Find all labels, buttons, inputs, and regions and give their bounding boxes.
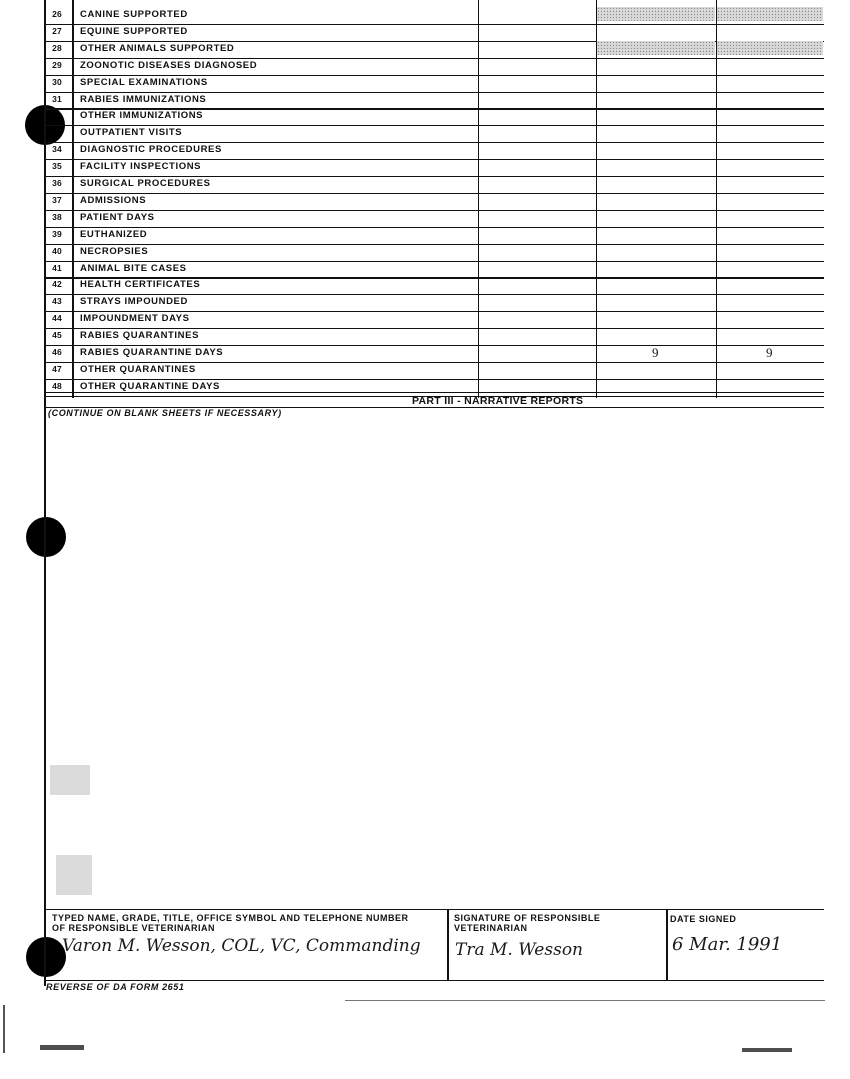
value-cell[interactable] (718, 109, 822, 125)
value-cell[interactable] (598, 228, 714, 244)
value-cell[interactable] (718, 346, 822, 362)
continue-note: (CONTINUE ON BLANK SHEETS IF NECESSARY) (48, 408, 282, 418)
table-column-line (596, 0, 597, 398)
value-cell[interactable] (480, 278, 594, 294)
value-cell[interactable] (598, 194, 714, 210)
row-label: HEALTH CERTIFICATES (80, 279, 201, 291)
value-cell[interactable] (718, 228, 822, 244)
row-number: 27 (52, 25, 62, 36)
left-edge-mark (3, 1005, 5, 1053)
row-label: CANINE SUPPORTED (80, 9, 188, 20)
row-label: EUTHANIZED (80, 228, 148, 240)
punch-hole-bottom (26, 937, 66, 977)
date-box-label: DATE SIGNED (670, 914, 737, 924)
row-label: OTHER QUARANTINES (80, 363, 196, 375)
date-value[interactable]: 6 Mar. 1991 (672, 934, 783, 955)
value-cell[interactable] (480, 194, 594, 210)
value-cell[interactable] (718, 363, 822, 379)
row-label: PATIENT DAYS (80, 211, 155, 223)
value-cell[interactable] (718, 93, 822, 109)
value-cell[interactable] (598, 76, 714, 92)
value-cell[interactable] (718, 245, 822, 261)
row-number: 30 (52, 76, 62, 87)
table-column-line (716, 0, 717, 398)
value-cell[interactable] (718, 177, 822, 193)
table-column-line (478, 0, 479, 398)
row-number: 35 (52, 161, 62, 172)
row-number: 39 (52, 228, 62, 239)
value-cell[interactable] (480, 211, 594, 227)
row-number: 26 (52, 9, 62, 19)
row-label: ANIMAL BITE CASES (80, 262, 187, 274)
value-cell[interactable] (598, 93, 714, 109)
signature-block-divider-2 (666, 909, 668, 980)
row-label: OTHER QUARANTINE DAYS (80, 380, 220, 392)
value-cell[interactable] (718, 8, 822, 24)
value-cell[interactable] (598, 295, 714, 311)
row-label: RABIES QUARANTINES (80, 330, 200, 342)
value-cell[interactable] (598, 59, 714, 75)
value-cell[interactable] (480, 295, 594, 311)
row-number: 47 (52, 363, 62, 374)
value-cell[interactable] (598, 262, 714, 278)
row-label: RABIES IMMUNIZATIONS (80, 93, 207, 105)
value-cell[interactable] (480, 160, 594, 176)
value-cell[interactable] (480, 93, 594, 109)
row-number: 34 (52, 144, 62, 155)
row-label: EQUINE SUPPORTED (80, 25, 188, 37)
value-cell[interactable] (480, 126, 594, 142)
page-bottom-rule (345, 1000, 825, 1001)
row-number: 29 (52, 59, 62, 70)
scan-noise (40, 1045, 84, 1050)
value-cell[interactable] (718, 126, 822, 142)
value-cell[interactable] (718, 312, 822, 328)
value-cell[interactable] (718, 262, 822, 278)
value-cell[interactable] (598, 312, 714, 328)
row-label: IMPOUNDMENT DAYS (80, 313, 190, 325)
value-cell[interactable] (598, 126, 714, 142)
value-cell[interactable] (598, 329, 714, 345)
value-cell[interactable] (480, 8, 594, 24)
row-label: OUTPATIENT VISITS (80, 127, 183, 139)
form-footer: REVERSE OF DA FORM 2651 (46, 982, 185, 992)
value-cell[interactable] (598, 346, 714, 362)
value-cell[interactable] (480, 346, 594, 362)
value-cell[interactable] (718, 160, 822, 176)
value-cell[interactable] (718, 278, 822, 294)
row-number: 41 (52, 262, 62, 273)
value-cell[interactable] (598, 278, 714, 294)
value-cell[interactable] (480, 76, 594, 92)
signature-box-label: SIGNATURE OF RESPONSIBLE VETERINARIAN (454, 913, 601, 933)
value-cell[interactable] (718, 25, 822, 41)
row-label: SURGICAL PROCEDURES (80, 178, 211, 189)
value-cell[interactable] (718, 194, 822, 210)
value-cell[interactable] (480, 59, 594, 75)
value-cell[interactable] (718, 295, 822, 311)
value-cell[interactable] (598, 245, 714, 261)
value-cell[interactable] (480, 245, 594, 261)
value-cell[interactable] (598, 177, 714, 193)
value-cell[interactable] (718, 380, 822, 396)
row-number: 38 (52, 211, 62, 222)
value-cell[interactable] (480, 143, 594, 159)
value-cell[interactable] (480, 312, 594, 328)
cell-value: 9 (766, 345, 773, 360)
signature-block-bottom-rule (44, 980, 824, 981)
row-label: NECROPSIES (80, 245, 149, 257)
row-number: 37 (52, 194, 62, 205)
signature-block-top-rule (44, 909, 824, 910)
value-cell[interactable] (598, 143, 714, 159)
value-cell[interactable] (598, 109, 714, 125)
value-cell[interactable] (480, 228, 594, 244)
row-label: OTHER IMMUNIZATIONS (80, 110, 204, 122)
row-label: ADMISSIONS (80, 194, 147, 206)
row-label: OTHER ANIMALS SUPPORTED (80, 42, 235, 54)
name-value[interactable]: Varon M. Wesson, COL, VC, Commanding (62, 936, 421, 956)
row-number: 28 (52, 42, 62, 53)
value-cell[interactable] (718, 59, 822, 75)
value-cell[interactable] (598, 363, 714, 379)
row-number: 45 (52, 330, 62, 341)
row-label: FACILITY INSPECTIONS (80, 161, 202, 173)
value-cell[interactable] (718, 143, 822, 159)
row-label: SPECIAL EXAMINATIONS (80, 76, 208, 88)
scan-noise (742, 1048, 792, 1052)
cell-value: 9 (652, 345, 659, 360)
scan-noise (50, 765, 90, 795)
scan-noise (56, 855, 92, 895)
value-cell[interactable] (480, 25, 594, 41)
part3-header-rule (44, 407, 824, 408)
value-cell[interactable] (480, 262, 594, 278)
value-cell[interactable] (598, 25, 714, 41)
row-number: 40 (52, 245, 62, 256)
part3-top-rule (44, 392, 824, 393)
value-cell[interactable] (480, 380, 594, 396)
value-cell[interactable] (480, 109, 594, 125)
row-number: 43 (52, 296, 62, 307)
part3-title: PART III - NARRATIVE REPORTS (412, 395, 584, 407)
signature-value[interactable]: Tra M. Wesson (455, 940, 583, 960)
value-cell[interactable] (598, 42, 714, 58)
value-cell[interactable] (480, 329, 594, 345)
row-label: DIAGNOSTIC PROCEDURES (80, 144, 222, 156)
row-number: 44 (52, 313, 62, 324)
value-cell[interactable] (718, 211, 822, 227)
value-cell[interactable] (718, 76, 822, 92)
row-label: STRAYS IMPOUNDED (80, 296, 188, 308)
narrative-report-area[interactable] (46, 420, 824, 908)
value-cell[interactable] (598, 160, 714, 176)
row-label: RABIES QUARANTINE DAYS (80, 347, 224, 358)
row-number: 36 (52, 178, 62, 188)
value-cell[interactable] (480, 363, 594, 379)
row-label: ZOONOTIC DISEASES DIAGNOSED (80, 59, 258, 71)
row-number: 48 (52, 380, 62, 391)
table-column-line (72, 0, 74, 398)
value-cell[interactable] (480, 177, 594, 193)
row-number: 42 (52, 279, 62, 290)
row-number: 31 (52, 93, 62, 104)
value-cell[interactable] (598, 211, 714, 227)
value-cell[interactable] (718, 42, 822, 58)
value-cell[interactable] (598, 380, 714, 396)
name-box-label: TYPED NAME, GRADE, TITLE, OFFICE SYMBOL AND TELEPHONE NUMBER OF RESPONSIBLE VETERINARIAN (52, 913, 409, 933)
row-number: 46 (52, 347, 62, 357)
value-cell[interactable] (480, 42, 594, 58)
value-cell[interactable] (718, 329, 822, 345)
value-cell[interactable] (598, 8, 714, 24)
signature-block-divider-1 (447, 909, 449, 980)
